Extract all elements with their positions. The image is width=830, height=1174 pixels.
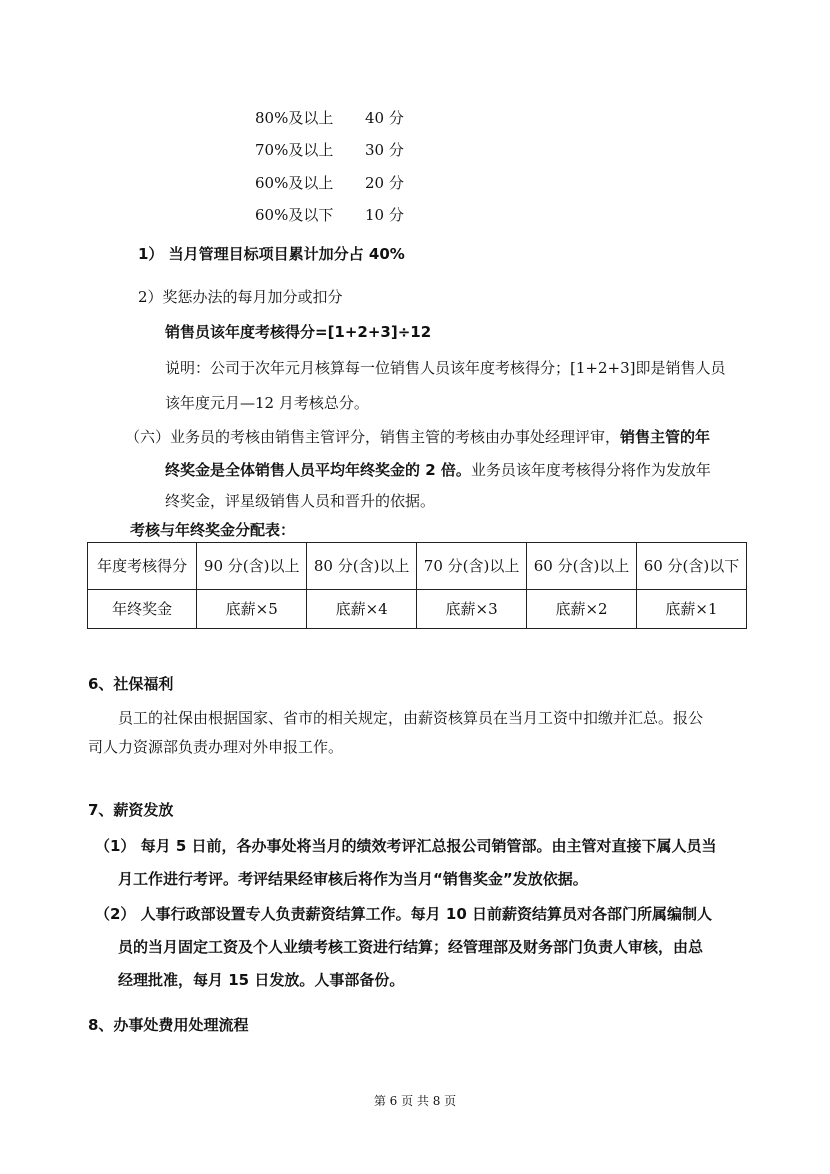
- section-six-bold: 销售主管的年: [620, 428, 711, 446]
- item-1: 1） 当月管理目标项目累计加分占 40%: [138, 245, 405, 263]
- score-row: [255, 108, 404, 128]
- score-pts: 20 分: [365, 174, 404, 192]
- section-7-title: 7、薪资发放: [88, 801, 174, 819]
- table-cell: 底薪×3: [417, 590, 527, 629]
- score-pts: 30 分: [365, 141, 404, 159]
- section-7-p1-line-1: （1） 每月 5 日前，各办事处将当月的绩效考评汇总报公司销管部。由主管对直接下属人员当: [95, 837, 717, 855]
- section-six-text: 业务员该年度考核得分将作为发放年: [470, 461, 711, 479]
- score-pct: 60%及以上: [255, 174, 334, 192]
- section-six-line-2: [165, 460, 711, 480]
- section-7-p2-line-1: （2） 人事行政部设置专人负责薪资结算工作。每月 10 日前薪资结算员对各部门所属编制人: [95, 905, 712, 923]
- table-row: [88, 590, 747, 629]
- section-six-line-1: [125, 427, 710, 447]
- section-7-p2-line-3: 经理批准，每月 15 日发放。人事部备份。: [118, 971, 405, 989]
- table-title: 考核与年终奖金分配表：: [130, 521, 296, 539]
- section-6-title: 6、社保福利: [88, 675, 174, 693]
- table-cell: 底薪×4: [307, 590, 417, 629]
- score-pct: 80%及以上: [255, 109, 334, 127]
- item-2: 2）奖惩办法的每月加分或扣分: [138, 288, 343, 306]
- section-7-p1-line-2: 月工作进行考评。考评结果经审核后将作为当月“销售奖金”发放依据。: [118, 870, 588, 888]
- score-row: [255, 140, 404, 160]
- score-pct: 70%及以上: [255, 141, 334, 159]
- table-cell: 年度考核得分: [88, 543, 197, 590]
- table-cell: 60 分(含)以下: [636, 543, 746, 590]
- table-cell: 90 分(含)以上: [197, 543, 307, 590]
- table-cell: 60 分(含)以上: [527, 543, 637, 590]
- section-6-line-1: 员工的社保由根据国家、省市的相关规定，由薪资核算员在当月工资中扣缴并汇总。报公: [118, 709, 704, 727]
- table-cell: 底薪×5: [197, 590, 307, 629]
- section-six-bold: 终奖金是全体销售人员平均年终奖金的 2 倍。: [165, 461, 471, 479]
- note-line-1: 说明：公司于次年元月核算每一位销售人员该年度考核得分；[1+2+3]即是销售人员: [165, 359, 726, 377]
- score-row: [255, 205, 404, 225]
- score-pct: 60%及以下: [255, 206, 334, 224]
- table-header-row: [88, 543, 747, 590]
- section-six-text: （六）业务员的考核由销售主管评分，销售主管的考核由办事处经理评审，: [125, 428, 621, 446]
- score-pts: 10 分: [365, 206, 404, 224]
- table-cell: 80 分(含)以上: [307, 543, 417, 590]
- section-six-line-3: 终奖金，评星级销售人员和晋升的依据。: [165, 492, 436, 510]
- section-8-title: 8、办事处费用处理流程: [88, 1016, 249, 1034]
- page-footer: 第 6 页 共 8 页: [373, 1094, 457, 1108]
- section-7-p2-line-2: 员的当月固定工资及个人业绩考核工资进行结算；经管理部及财务部门负责人审核，由总: [118, 938, 704, 956]
- section-6-line-2: 司人力资源部负责办理对外申报工作。: [88, 738, 344, 756]
- formula: 销售员该年度考核得分=[1+2+3]÷12: [165, 323, 432, 341]
- table-cell: 70 分(含)以上: [417, 543, 527, 590]
- table-cell: 底薪×2: [527, 590, 637, 629]
- score-pts: 40 分: [365, 109, 404, 127]
- bonus-table: [87, 542, 747, 629]
- table-cell: 年终奖金: [88, 590, 197, 629]
- score-row: [255, 173, 404, 193]
- table-cell: 底薪×1: [636, 590, 746, 629]
- note-line-2: 该年度元月—12 月考核总分。: [165, 394, 369, 412]
